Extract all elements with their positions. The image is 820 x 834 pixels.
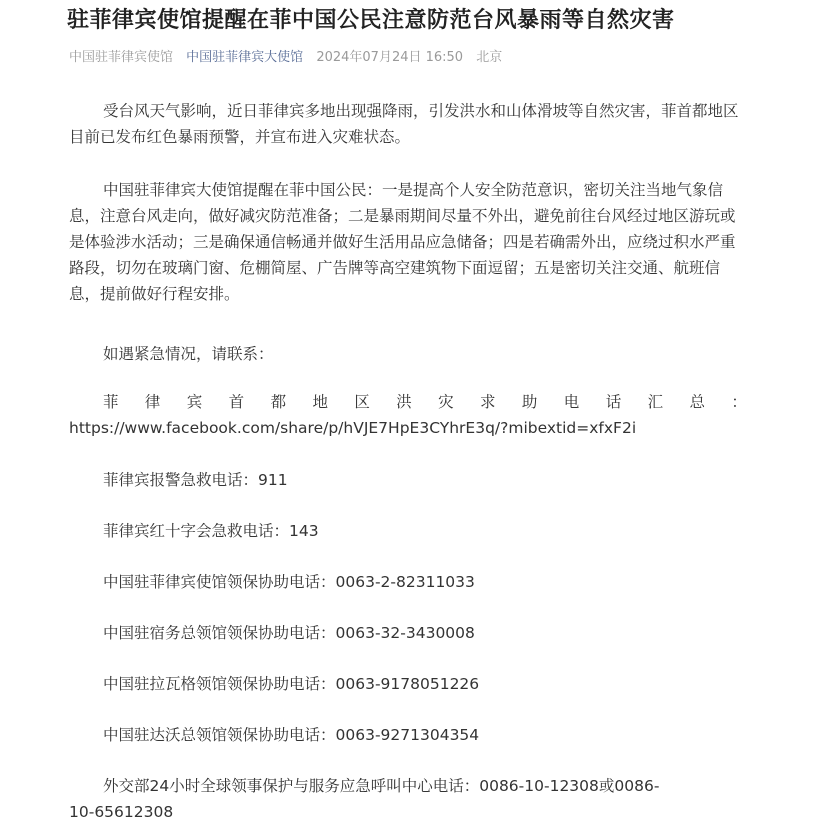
meta-location: 北京 bbox=[476, 50, 503, 65]
contact-item: 菲律宾红十字会急救电话：143 bbox=[103, 522, 319, 540]
contact-item: 中国驻菲律宾使馆领保协助电话：0063-2-82311033 bbox=[103, 573, 475, 591]
meta-source: 中国驻菲律宾使馆 bbox=[69, 50, 174, 65]
contact-item: 中国驻拉瓦格领馆领保协助电话：0063-9178051226 bbox=[103, 675, 480, 693]
article-title: 驻菲律宾使馆提醒在菲中国公民注意防范台风暴雨等自然灾害 bbox=[67, 8, 675, 33]
hotline-summary-url[interactable]: https://www.facebook.com/share/p/hVJE7HpE3CYhrE3q/?mibextid=xfxF2i bbox=[69, 419, 637, 437]
article-meta bbox=[69, 46, 511, 65]
contact-item: 中国驻达沃总领馆领保协助电话：0063-9271304354 bbox=[103, 726, 480, 744]
meta-datetime: 2024年07月24日 16:50 bbox=[316, 50, 464, 65]
meta-account-link[interactable]: 中国驻菲律宾大使馆 bbox=[186, 50, 304, 65]
paragraph-weather: 受台风天气影响，近日菲律宾多地出现强降雨，引发洪水和山体滑坡等自然灾害，菲首都地区目前已发布红色暴雨预警，并宣布进入灾难状态。 bbox=[69, 102, 739, 146]
mfa-hotline-line-1: 外交部24小时全球领事保护与服务应急呼叫中心电话：0086-10-12308或0086- bbox=[103, 777, 660, 795]
contact-item: 中国驻宿务总领馆领保协助电话：0063-32-3430008 bbox=[103, 624, 475, 642]
contact-item: 菲律宾报警急救电话：911 bbox=[103, 471, 288, 489]
mfa-hotline-line-2: 10-65612308 bbox=[69, 803, 174, 821]
paragraph-advice: 中国驻菲律宾大使馆提醒在菲中国公民：一是提高个人安全防范意识，密切关注当地气象信息，注意台风走向，做好减灾防范准备；二是暴雨期间尽量不外出，避免前往台风经过地区游玩或是体验涉水活动；三是确保通信畅通并做好生活用品应急储备；四是若确需外出，应绕过积水严重路段，切勿在玻璃门窗、危棚简屋、广告牌等高空建筑物下面逗留；五是密切关注交通、航班信息，提前做好行程安排。 bbox=[69, 181, 736, 303]
contact-intro: 如遇紧急情况，请联系： bbox=[103, 345, 274, 363]
hotline-summary-label: 菲 律 宾 首 都 地 区 洪 灾 求 助 电 话 汇 总 ： bbox=[103, 393, 747, 411]
